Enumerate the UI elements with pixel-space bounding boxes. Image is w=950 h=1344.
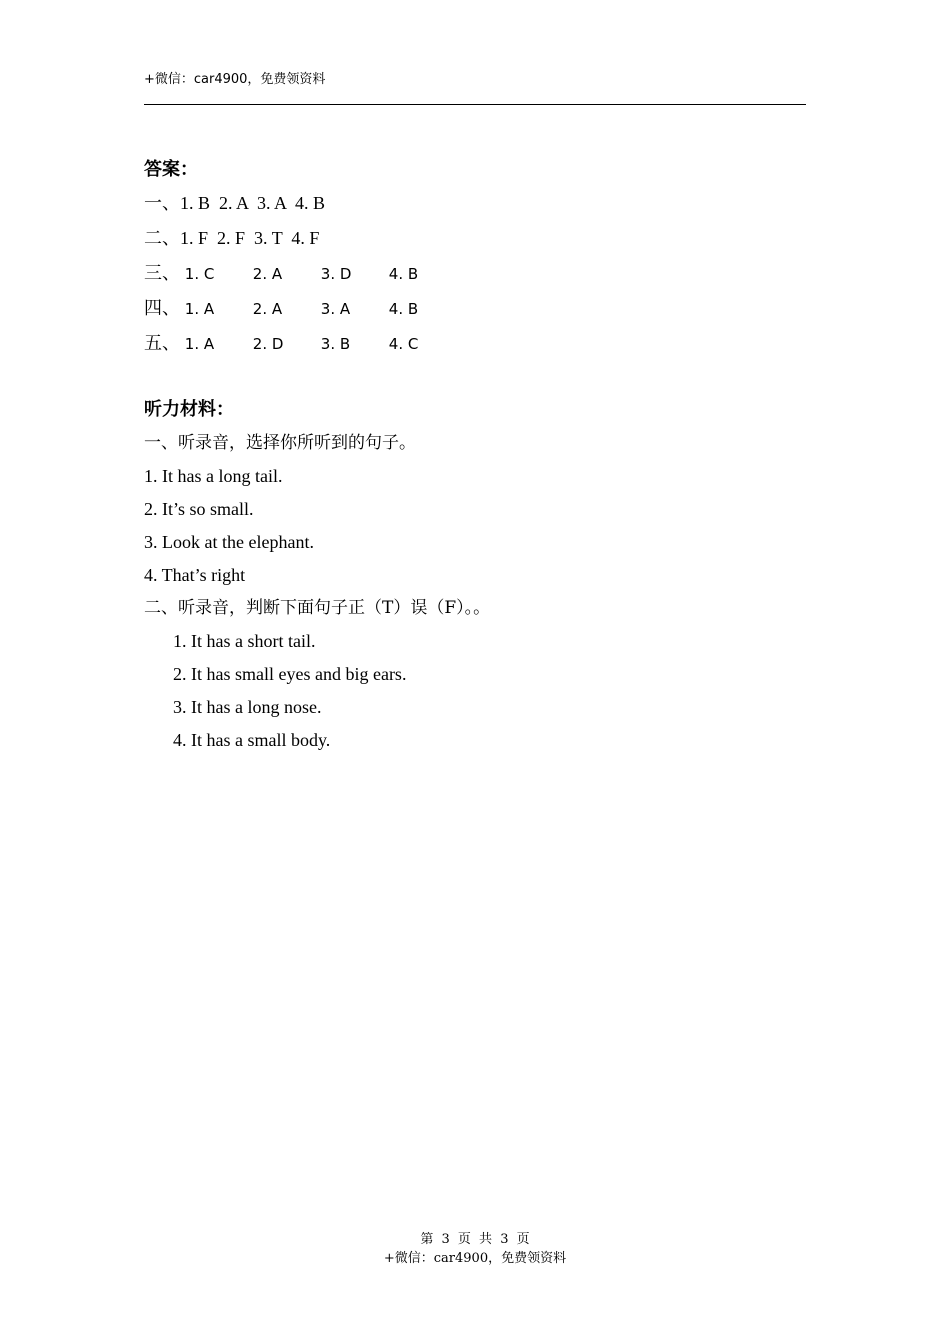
listening-heading: 听力材料： bbox=[144, 399, 234, 420]
answer-item: 4. B bbox=[388, 300, 419, 318]
listening-section-2-title: 二、听录音，判断下面句子正（T）误（F）。。 bbox=[144, 598, 491, 618]
main-content bbox=[144, 156, 806, 759]
answer-row-5 bbox=[144, 329, 806, 364]
answer-item: 1. A bbox=[184, 335, 215, 353]
answer-row-prefix: 一、 bbox=[144, 193, 180, 214]
page-number: 第 3 页 共 3 页 bbox=[420, 1232, 530, 1247]
answer-row-2 bbox=[144, 224, 806, 259]
answer-item: 4. C bbox=[388, 335, 419, 353]
listening-line: 3. Look at the elephant. bbox=[144, 532, 314, 552]
answer-row-prefix: 四、 bbox=[144, 298, 180, 319]
answers-heading: 答案： bbox=[144, 159, 198, 180]
answer-item: 2. D bbox=[252, 335, 284, 353]
answer-row-text: 1. B 2. A 3. A 4. B bbox=[180, 193, 326, 213]
answer-item: 1. A bbox=[184, 300, 215, 318]
answer-item: 3. D bbox=[320, 265, 352, 283]
answer-row-prefix: 二、 bbox=[144, 228, 180, 249]
listening-line: 4. That’s right bbox=[144, 565, 246, 585]
answer-row-3 bbox=[144, 259, 806, 294]
answer-item: 3. A bbox=[320, 300, 351, 318]
answer-item: 2. A bbox=[252, 300, 283, 318]
answer-row-text: 1. F 2. F 3. T 4. F bbox=[180, 228, 320, 248]
answer-item: 1. C bbox=[184, 265, 215, 283]
answer-item: 4. B bbox=[388, 265, 419, 283]
listening-line: 1. It has a long tail. bbox=[144, 466, 283, 486]
answer-item: 2. A bbox=[252, 265, 283, 283]
listening-line: 4. It has a small body. bbox=[173, 730, 331, 750]
answer-row-prefix: 三、 bbox=[144, 263, 180, 284]
listening-section-1-title: 一、听录音，选择你所听到的句子。 bbox=[144, 433, 416, 453]
answer-row-1 bbox=[144, 189, 806, 224]
footer-wechat-note: +微信：car4900，免费领资料 bbox=[383, 1251, 567, 1266]
listening-line: 1. It has a short tail. bbox=[173, 631, 316, 651]
listening-line: 2. It has small eyes and big ears. bbox=[173, 664, 407, 684]
listening-line: 2. It’s so small. bbox=[144, 499, 254, 519]
answer-item: 3. B bbox=[320, 335, 351, 353]
listening-line: 3. It has a long nose. bbox=[173, 697, 322, 717]
header-wechat-note: +微信：car4900，免费领资料 bbox=[144, 72, 326, 87]
answer-row-4 bbox=[144, 294, 806, 329]
answer-row-prefix: 五、 bbox=[144, 333, 180, 354]
header-divider bbox=[144, 104, 806, 105]
